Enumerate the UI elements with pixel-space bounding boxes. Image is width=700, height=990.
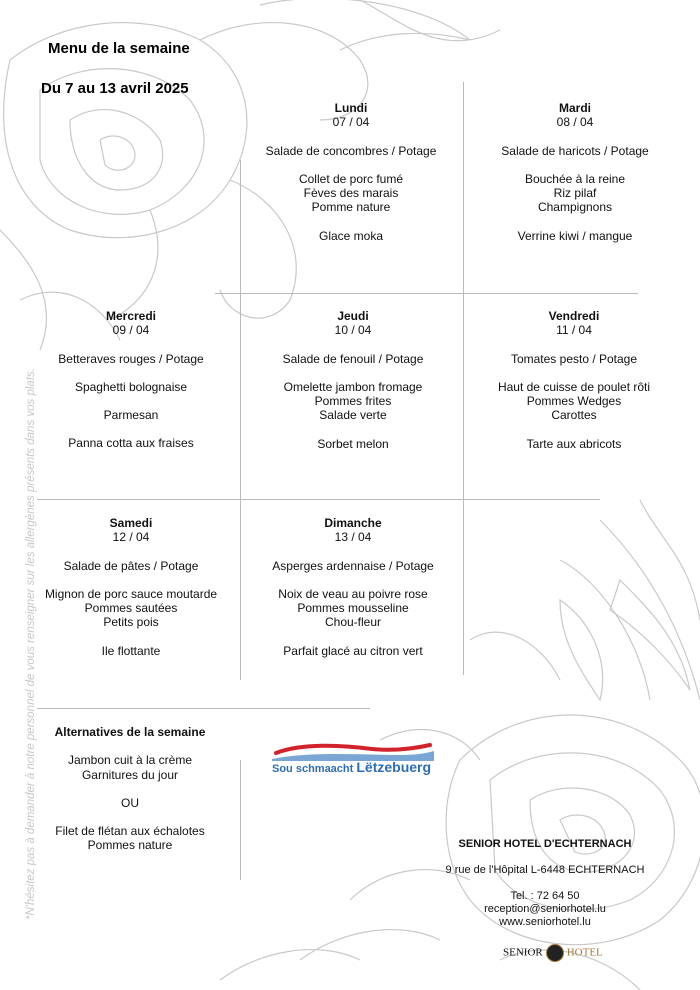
day-name: Vendredi (548, 309, 600, 323)
hotel-email: reception@seniorhotel.lu (484, 903, 606, 915)
day-date: 07 / 04 (332, 115, 370, 130)
starter: Asperges ardennaise / Potage (272, 558, 434, 573)
alternative-dish: Filet de flétan aux échalotes (55, 824, 205, 839)
side-dish: Pomme nature (311, 200, 391, 215)
day-date: 09 / 04 (112, 323, 150, 338)
logo-swoosh-icon (272, 741, 434, 761)
grid-line (37, 708, 370, 709)
day-date: 12 / 04 (112, 530, 150, 545)
day-name: Samedi (109, 516, 153, 530)
alternatives-separator: OU (121, 795, 139, 810)
day-date: 10 / 04 (334, 323, 372, 338)
grid-line (215, 293, 638, 294)
side-dish: Parmesan (103, 408, 159, 423)
hotel-website: www.seniorhotel.lu (499, 916, 591, 928)
main-dish: Haut de cuisse de poulet rôti (497, 379, 651, 394)
day-cell-lundi (246, 101, 456, 243)
dessert: Verrine kiwi / mangue (517, 228, 633, 243)
starter: Betteraves rouges / Potage (58, 351, 204, 366)
alternatives-title: Alternatives de la semaine (54, 725, 206, 739)
side-dish: Pommes frites (314, 394, 392, 409)
hotel-info (440, 838, 650, 929)
main-dish: Omelette jambon fromage (283, 379, 423, 394)
side-dish: Pommes mousseline (297, 601, 409, 616)
allergen-note: *N'hésitez pas à demander à notre personnel de vous renseigner sur les allergènes présents dans vos plats. (25, 368, 37, 920)
side-dish: Riz pilaf (553, 186, 597, 201)
dessert: Tarte aux abricots (526, 436, 622, 451)
day-name: Mercredi (105, 309, 157, 323)
dessert: Glace moka (318, 228, 384, 243)
day-date: 11 / 04 (556, 323, 592, 338)
grid-line (37, 499, 600, 500)
senior-hotel-logo (503, 944, 603, 964)
side-dish: Chou-fleur (324, 615, 382, 630)
side-dish: Pommes Wedges (526, 394, 622, 409)
starter: Tomates pesto / Potage (510, 351, 638, 366)
day-cell-mercredi (26, 309, 236, 451)
day-name: Lundi (334, 101, 368, 115)
grid-line (240, 760, 241, 880)
day-cell-samedi (26, 516, 236, 658)
side-dish: Fèves des marais (303, 186, 399, 201)
day-date: 13 / 04 (334, 530, 372, 545)
hotel-emblem-icon (546, 944, 564, 962)
main-dish: Noix de veau au poivre rose (278, 586, 428, 601)
week-dates: Du 7 au 13 avril 2025 (41, 80, 189, 97)
brand-left: SENIOR (503, 946, 543, 959)
logo-text-word: Lëtzebuerg (356, 759, 432, 775)
side-dish: Petits pois (103, 615, 159, 630)
day-name: Jeudi (337, 309, 369, 323)
day-name: Dimanche (324, 516, 382, 530)
logo-text (272, 759, 431, 775)
side-dish: Champignons (537, 200, 613, 215)
day-cell-mardi (470, 101, 680, 243)
starter: Salade de concombres / Potage (265, 143, 437, 158)
hotel-name: SENIOR HOTEL D'ECHTERNACH (458, 838, 632, 850)
logo-text-main: Sou schmaacht (272, 763, 357, 775)
dessert: Ile flottante (101, 643, 161, 658)
hotel-address: 9 rue de l'Hôpital L-6448 ECHTERNACH (445, 864, 645, 876)
day-cell-vendredi (469, 309, 679, 451)
main-dish: Collet de porc fumé (298, 171, 404, 186)
day-name: Mardi (558, 101, 591, 115)
starter: Salade de fenouil / Potage (282, 351, 424, 366)
dessert: Panna cotta aux fraises (68, 436, 194, 451)
hotel-phone: Tel. : 72 64 50 (510, 890, 580, 902)
starter: Salade de pâtes / Potage (63, 558, 199, 573)
page-title: Menu de la semaine (48, 40, 190, 57)
day-cell-jeudi (248, 309, 458, 451)
grid-line (240, 160, 241, 680)
day-date: 08 / 04 (556, 115, 594, 130)
alternatives-section (30, 725, 230, 853)
main-dish: Mignon de porc sauce moutarde (44, 586, 218, 601)
main-dish: Bouchée à la reine (524, 171, 626, 186)
dessert: Parfait glacé au citron vert (283, 643, 423, 658)
alternative-side: Garnitures du jour (81, 767, 179, 782)
brand-right: HOTEL (566, 946, 603, 959)
alternative-dish: Jambon cuit à la crème (67, 753, 193, 768)
side-dish: Carottes (551, 408, 597, 423)
side-dish: Pommes sautées (84, 601, 178, 616)
starter: Salade de haricots / Potage (501, 143, 649, 158)
day-cell-dimanche (248, 516, 458, 658)
grid-line (463, 82, 464, 675)
main-dish: Spaghetti bolognaise (74, 379, 188, 394)
alternative-side: Pommes nature (87, 838, 173, 853)
dessert: Sorbet melon (317, 436, 389, 451)
side-dish: Salade verte (319, 408, 387, 423)
sou-schmaacht-letzebuerg-logo (272, 741, 434, 781)
